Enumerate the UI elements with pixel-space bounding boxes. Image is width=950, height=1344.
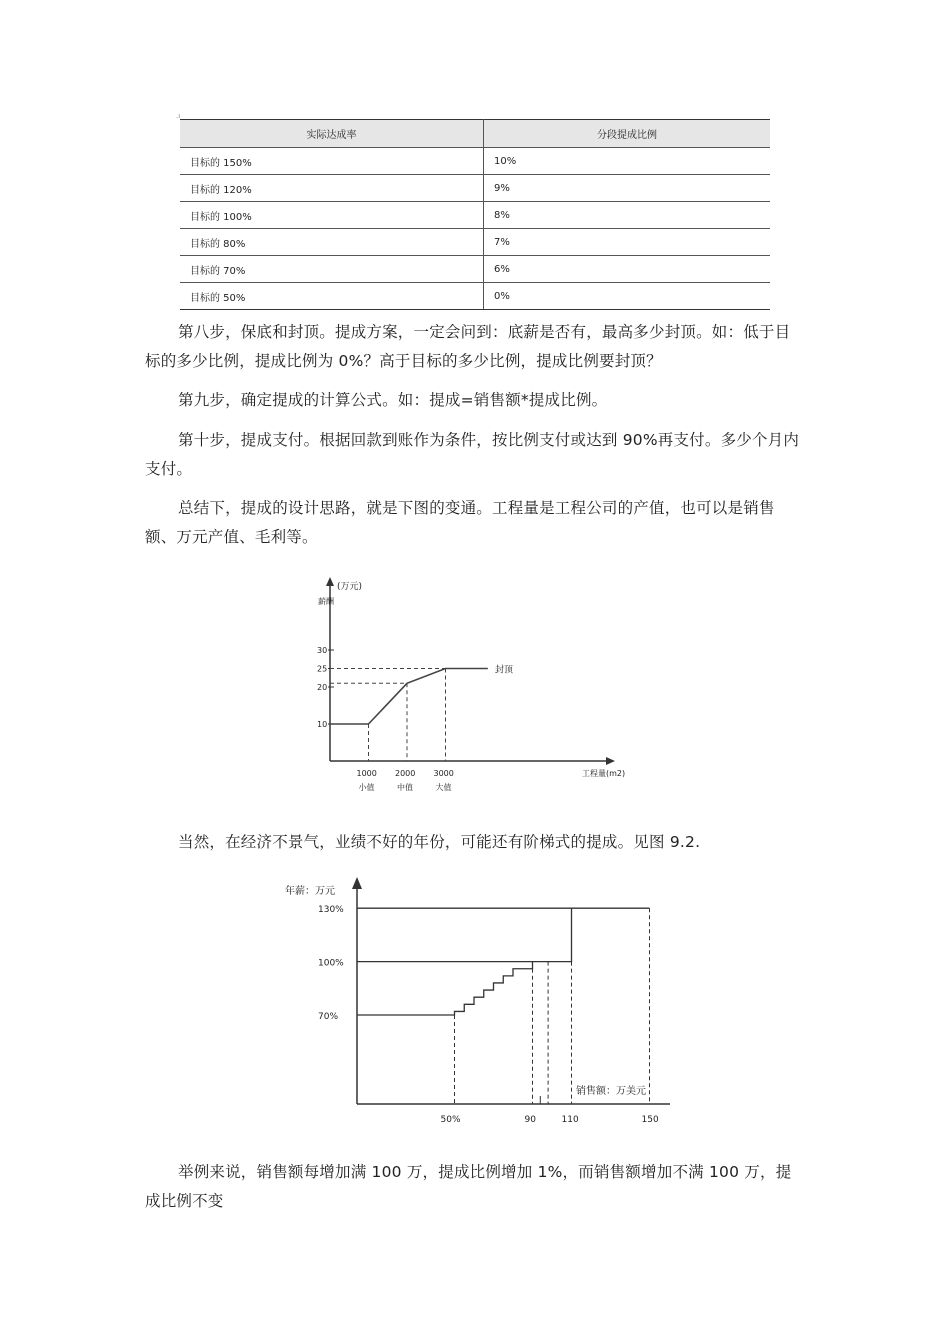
header-achievement-rate: 实际达成率: [180, 120, 484, 148]
y-tick-label: 70%: [318, 1012, 339, 1022]
achievement-cell: 目标的 150%: [180, 148, 484, 175]
achievement-cell: 目标的 70%: [180, 256, 484, 283]
rate-cell: 8%: [484, 202, 771, 229]
y-axis-label: 薪酬: [318, 597, 334, 606]
cap-annotation: 封顶: [495, 665, 514, 676]
paragraph-step-nine: 第九步，确定提成的计算公式。如：提成=销售额*提成比例。: [178, 391, 608, 409]
header-commission-rate: 分段提成比例: [484, 120, 771, 148]
x-axis-label: 销售额：万美元: [576, 1086, 646, 1097]
table-row: [180, 175, 770, 202]
x-axis-arrow: [606, 757, 615, 765]
y-axis-arrow: [352, 877, 362, 889]
paragraph-summary: 总结下，提成的设计思路，就是下图的变通。工程量是工程公司的产值，也可以是销售额、万元产值、毛利等。: [145, 499, 775, 546]
x-tick-sublabel: 中值: [397, 783, 413, 792]
y-axis-arrow: [326, 577, 334, 586]
table-row: [180, 148, 770, 175]
y-axis-label: 年薪：万元: [285, 886, 335, 897]
table-row: [180, 202, 770, 229]
table-corner-mark: .ı: [176, 112, 181, 120]
commission-rate-table: [180, 119, 770, 310]
paragraph-step-commission: 当然，在经济不景气，业绩不好的年份，可能还有阶梯式的提成。见图 9.2.: [178, 833, 701, 851]
salary-cap-chart: [290, 566, 660, 806]
x-tick-sublabel: 大值: [435, 783, 452, 792]
achievement-cell: 目标的 100%: [180, 202, 484, 229]
table-row: [180, 283, 770, 310]
y-tick-label: 130%: [318, 905, 344, 916]
y-tick-label: 30: [317, 646, 328, 655]
x-axis-label: 工程量(m2): [582, 769, 626, 778]
x-tick-label: 50%: [440, 1115, 461, 1125]
rate-cell: 6%: [484, 256, 771, 283]
x-tick-sublabel: 小值: [358, 783, 375, 792]
table-row: [180, 229, 770, 256]
table-header-row: [180, 120, 770, 148]
x-tick-label: 150: [641, 1115, 659, 1125]
salary-line: [330, 669, 488, 725]
y-tick-label: 100%: [318, 958, 344, 969]
x-tick-label: 2000: [395, 769, 416, 778]
x-tick-label: 90: [524, 1115, 536, 1125]
achievement-cell: 目标的 80%: [180, 229, 484, 256]
y-axis-unit: (万元): [337, 582, 363, 592]
paragraph-example: 举例来说，销售额每增加满 100 万，提成比例增加 1%，而销售额增加不满 100 万，提成比例不变: [145, 1163, 792, 1210]
paragraph-step-ten: 第十步，提成支付。根据回款到账作为条件，按比例支付或达到 90%再支付。多少个月内支付。: [145, 431, 800, 478]
rate-cell: 10%: [484, 148, 771, 175]
x-tick-label: 110: [561, 1115, 579, 1125]
rate-cell: 9%: [484, 175, 771, 202]
rate-cell: 7%: [484, 229, 771, 256]
stepped-commission-chart: [270, 872, 700, 1132]
y-tick-label: 25: [317, 664, 328, 674]
achievement-cell: 目标的 50%: [180, 283, 484, 310]
y-tick-label: 10: [317, 720, 328, 729]
x-tick-label: 3000: [433, 769, 454, 778]
table-row: [180, 256, 770, 283]
rate-cell: 0%: [484, 283, 771, 310]
achievement-cell: 目标的 120%: [180, 175, 484, 202]
paragraph-step-eight: 第八步，保底和封顶。提成方案，一定会问到：底薪是否有，最高多少封顶。如：低于目标的多少比例，提成比例为 0%？高于目标的多少比例，提成比例要封顶？: [145, 323, 791, 370]
x-tick-label: 1000: [356, 769, 377, 778]
y-tick-label: 20: [317, 683, 328, 692]
